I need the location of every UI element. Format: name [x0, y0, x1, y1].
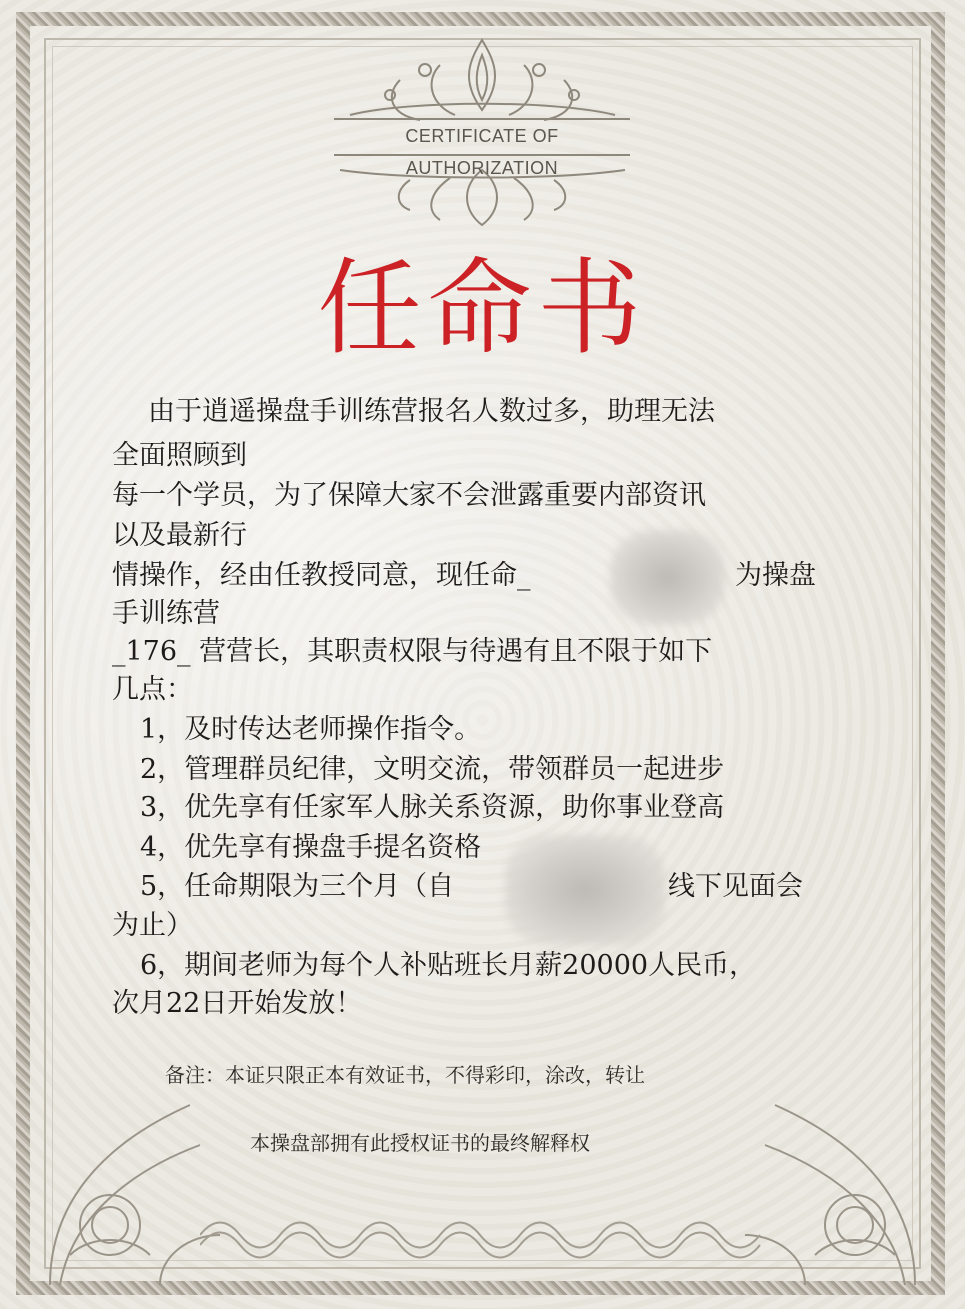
list-item: 1，及时传达老师操作指令。 [140, 714, 482, 745]
body-line: 以及最新行 [112, 520, 247, 551]
list-item: 3，优先享有任家军人脉关系资源，助你事业登高 [140, 792, 725, 823]
body-line: 手训练营 [112, 598, 220, 629]
redacted-date-blur [505, 835, 665, 945]
redacted-name-blur [610, 530, 725, 625]
list-item: 2，管理群员纪律，文明交流，带领群员一起进步 [140, 754, 725, 785]
body-line: 由于逍遥操盘手训练营报名人数过多，助理无法 [148, 396, 715, 427]
body-line: 每一个学员，为了保障大家不会泄露重要内部资讯 [112, 480, 706, 511]
list-item: 4，优先享有操盘手提名资格 [140, 832, 482, 863]
list-item: 次月22日开始发放！ [112, 988, 363, 1019]
list-item: 线下见面会 [668, 871, 803, 902]
bottom-border-ornament [200, 1205, 765, 1265]
list-item: 5，任命期限为三个月（自 [140, 871, 455, 902]
body-line: 全面照顾到 [112, 440, 247, 471]
note-text: 备注：本证只限正本有效证书，不得彩印，涂改，转让 [165, 1063, 645, 1087]
body-line: _176_ 营营长，其职责权限与待遇有且不限于如下 [112, 636, 713, 667]
document-title: 任命书 [317, 247, 648, 369]
footer-text: 本操盘部拥有此授权证书的最终解释权 [250, 1131, 590, 1155]
list-item: 为止） [112, 910, 193, 941]
body-line: 情操作，经由任教授同意，现任命_ [112, 560, 531, 591]
body-line: 几点： [112, 674, 193, 705]
list-item: 6，期间老师为每个人补贴班长月薪20000人民币， [140, 950, 757, 981]
body-line: 为操盘 [735, 560, 816, 591]
certificate-heading: CERTIFICATE OF AUTHORIZATION [334, 118, 630, 156]
